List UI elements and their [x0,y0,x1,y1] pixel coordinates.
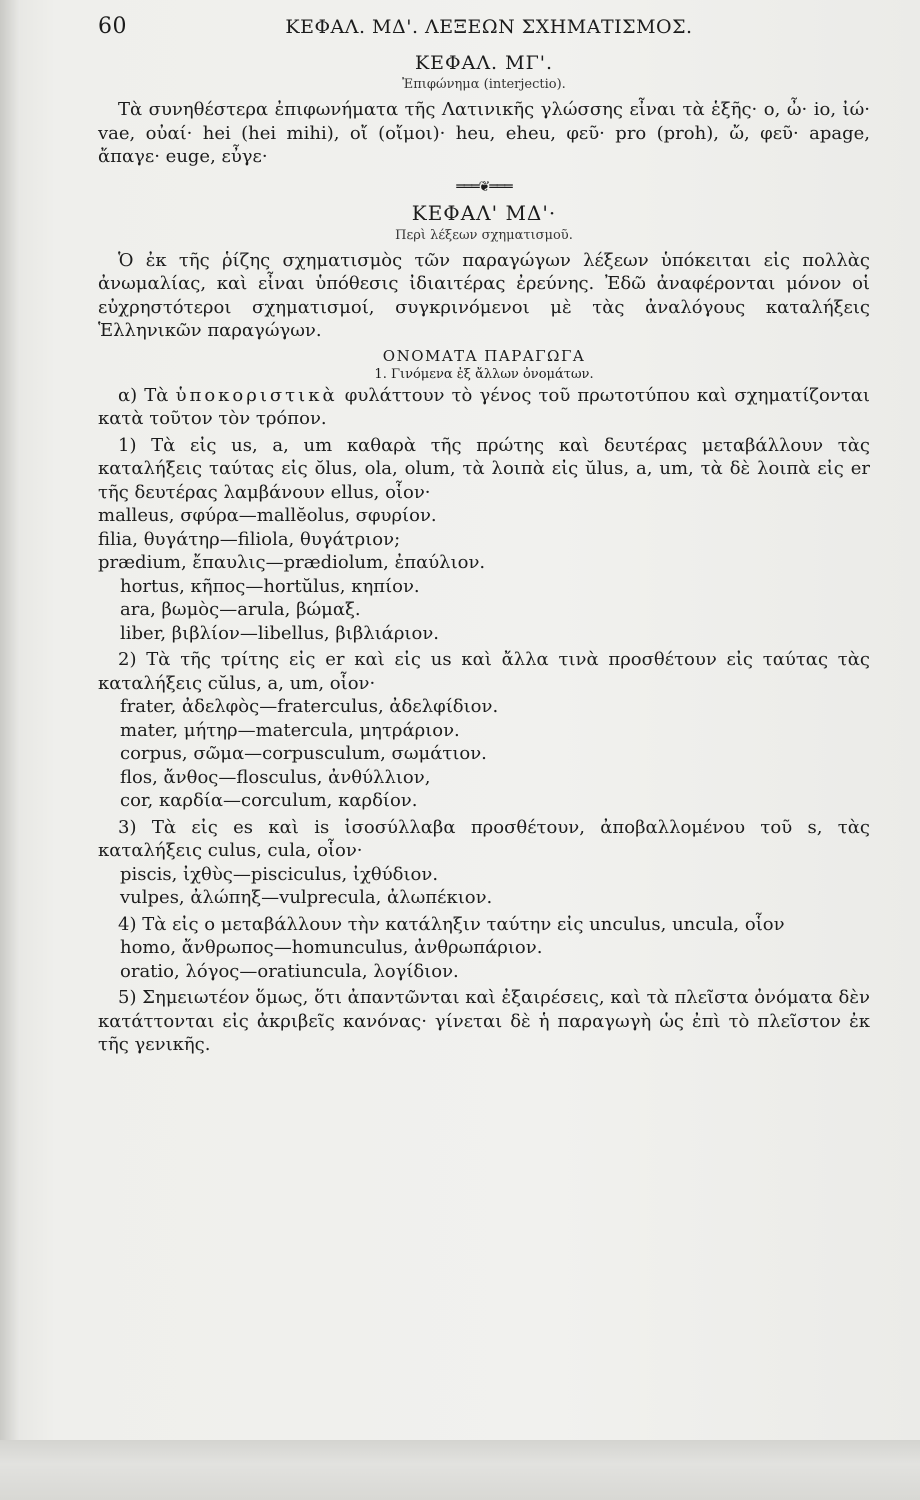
rule-3: 3) Τὰ εἰς es καὶ is ἰσοσύλλαβα προσθέτουν, ἀποβαλλομένου τοῦ s, τὰς καταλήξεις culus, cula, οἷον· [98,816,870,861]
example-line: piscis, ἰχθὺς—pisciculus, ἰχθύδιον. [120,863,439,885]
ornament-divider: ═══❦═══ [456,178,512,195]
paragraph-a [98,384,870,431]
example-line: hortus, κῆπος—hortŭlus, κηπίον. [120,575,420,597]
example-line: ara, βωμὸς—arula, βώμαξ. [120,599,361,620]
example-line: liber, βιβλίον—libellus, βιβλιάριον. [120,622,439,644]
chapter-44-subtitle: Περὶ λέξεων σχηματισμοῦ. [395,227,573,243]
example-line: corpus, σῶμα—corpusculum, σωμάτιον. [120,743,487,764]
example-line: malleus, σφύρα—mallĕolus, σφυρίον. [98,505,437,526]
example-line: homo, ἄνθρωπος—homunculus, ἀνθρωπάριον. [120,937,543,958]
running-title: ΚΕΦΑΛ. ΜΔ'. ΛΕΞΕΩΝ ΣΧΗΜΑΤΙΣΜΟΣ. [285,16,693,38]
section-subtitle: 1. Γινόμενα ἐξ ἄλλων ὀνομάτων. [374,366,594,382]
example-line: flos, ἄνθος—flosculus, ἀνθύλλιον, [120,766,431,788]
chapter-43-subtitle: Ἐπιφώνημα (interjectio). [402,77,566,92]
running-head [98,14,870,44]
chapter-43-title: ΚΕΦΑΛ. ΜΓ'. [414,52,554,74]
chapter-44-title: ΚΕΦΑΛ' ΜΔ'· [411,200,557,225]
example-line: vulpes, ἀλώπηξ—vulprecula, ἀλωπέκιον. [120,887,493,908]
rule-4: 4) Τὰ εἰς o μεταβάλλουν τὴν κατάληξιν ταύτην εἰς unculus, uncula, οἷον [118,913,785,935]
example-line: filia, θυγάτηρ—filiola, θυγάτριον; [98,528,401,550]
interjections-paragraph: Τὰ συνηθέστερα ἐπιφωνήματα τῆς Λατινικῆς γλώσσης εἶναι τὰ ἑξῆς· o, ὦ· io, ἰώ· vae, οὐαί· hei (hei mihi), οἴ (οἴμοι)· heu, eheu, φεῦ· pro (proh), ὤ, φεῦ· apage, ἄπαγε· euge, εὖγε· [98,99,870,167]
rule-5: 5) Σημειωτέον ὅμως, ὅτι ἀπαντῶνται καὶ ἐξαιρέσεις, καὶ τὰ πλεῖστα ὀνόματα δὲν κατάττονται εἰς ἀκριβεῖς κανόνας· γίνεται δὲ ἡ παραγωγὴ ὡς ἐπὶ τὸ πλεῖστον ἐκ τῆς γενικῆς. [98,987,870,1055]
example-line: mater, μήτηρ—matercula, μητράριον. [120,719,460,741]
examples-4 [98,936,870,983]
page-number: 60 [98,14,127,39]
example-line: frater, ἀδελφὸς—fraterculus, ἀδελφίδιον. [120,696,499,717]
paragraph-a-term: ὑποκοριστικὰ [175,384,338,406]
paragraph-a-rest: φυλάττουν τὸ γένος τοῦ πρωτοτύπου καὶ σχηματίζονται κατὰ τοῦτον τὸν τρόπον. [98,384,870,429]
example-line: oratio, λόγος—oratiuncula, λογίδιον. [120,960,459,982]
rule-2: 2) Τὰ τῆς τρίτης εἰς er καὶ εἰς us καὶ ἄλλα τινὰ προσθέτουν εἰς ταύτας τὰς καταλήξεις cŭlus, a, um, οἷον· [98,649,870,694]
example-line: cor, καρδία—corculum, καρδίον. [120,790,418,811]
rule-1: 1) Τὰ εἰς us, a, um καθαρὰ τῆς πρώτης καὶ δευτέρας μεταβάλλουν τὰς καταλήξεις ταύτας εἰς ŏlus, ola, olum, τὰ λοιπὰ εἰς ŭlus, a, um, τὰ δὲ λοιπὰ εἰς er τῆς δευτέρας λαμβάνουν ellus, οἷον· [98,434,870,503]
examples-3 [98,863,870,910]
section-title: ΟΝΟΜΑΤΑ ΠΑΡΑΓΩΓΑ [382,346,586,365]
examples-2 [98,695,870,813]
gutter-shadow [0,0,20,1500]
derivation-intro-paragraph: Ὁ ἐκ τῆς ῥίζης σχηματισμὸς τῶν παραγώγων λέξεων ὑπόκειται εἰς πολλὰς ἀνωμαλίας, καὶ εἶναι ὑπόθεσις ἰδιαιτέρας ἐρεύνης. Ἐδῶ ἀναφέρονται μόνον οἱ εὐχρηστότεροι σχηματισμοί, συγκρινόμενοι μὲ τὰς ἀναλόγους καταλήξεις Ἑλληνικῶν παραγώγων. [98,249,870,341]
example-line: prædium, ἔπαυλις—prædiolum, ἐπαύλιον. [98,552,486,573]
paragraph-a-label: α) Τὰ [118,384,169,406]
bottom-scan-band [0,1440,920,1500]
examples-1 [98,504,870,645]
